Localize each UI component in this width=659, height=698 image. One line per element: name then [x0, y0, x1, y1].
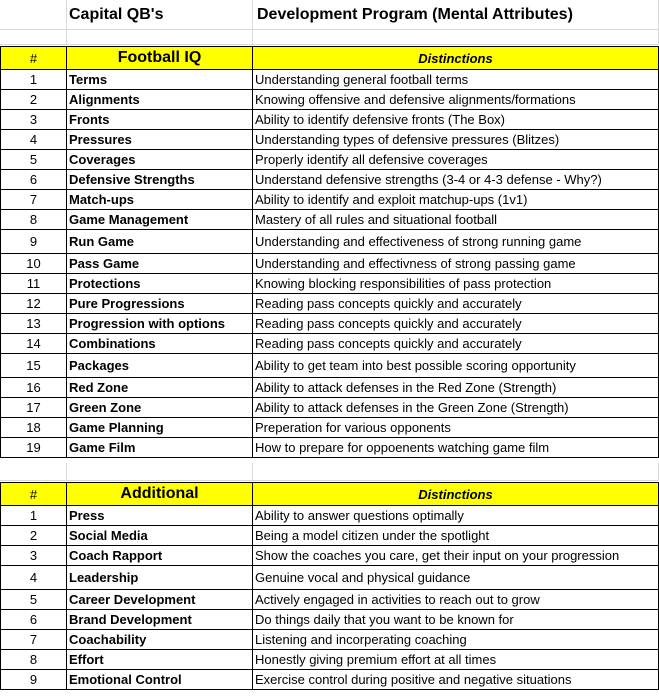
table-row — [0, 526, 659, 546]
attribute-description[interactable]: Understanding types of defensive pressures (Blitzes) — [253, 130, 659, 150]
blank-cell[interactable] — [67, 463, 253, 481]
table-row — [0, 170, 659, 190]
attribute-description[interactable]: Understanding and effectivness of strong passing game — [253, 254, 659, 274]
attribute-name[interactable]: Fronts — [67, 110, 253, 130]
table-row — [0, 230, 659, 254]
attribute-name[interactable]: Protections — [67, 274, 253, 294]
attribute-name[interactable]: Social Media — [67, 526, 253, 546]
attribute-name[interactable]: Game Film — [67, 438, 253, 458]
row-number[interactable]: 3 — [0, 110, 67, 130]
title-right[interactable]: Development Program (Mental Attributes) — [253, 0, 659, 30]
table-row — [0, 610, 659, 630]
attribute-description[interactable]: Ability to identify and exploit matchup-ups (1v1) — [253, 190, 659, 210]
attribute-description[interactable]: Understand defensive strengths (3-4 or 4-3 defense - Why?) — [253, 170, 659, 190]
attribute-description[interactable]: Exercise control during positive and negative situations — [253, 670, 659, 690]
row-number[interactable]: 1 — [0, 70, 67, 90]
football-iq-heading[interactable]: Football IQ — [67, 46, 253, 70]
table-row — [0, 398, 659, 418]
attribute-description[interactable]: Reading pass concepts quickly and accurately — [253, 294, 659, 314]
row-number[interactable]: 15 — [0, 354, 67, 378]
row-number[interactable]: 2 — [0, 526, 67, 546]
attribute-name[interactable]: Brand Development — [67, 610, 253, 630]
table-row — [0, 110, 659, 130]
attribute-name[interactable]: Effort — [67, 650, 253, 670]
attribute-name[interactable]: Career Development — [67, 590, 253, 610]
table-row — [0, 70, 659, 90]
attribute-name[interactable]: Coach Rapport — [67, 546, 253, 566]
table-row — [0, 630, 659, 650]
title-row — [0, 0, 659, 30]
row-number[interactable]: 19 — [0, 438, 67, 458]
row-number[interactable]: 6 — [0, 610, 67, 630]
attribute-name[interactable]: Coverages — [67, 150, 253, 170]
row-number[interactable]: 16 — [0, 378, 67, 398]
attribute-name[interactable]: Red Zone — [67, 378, 253, 398]
table-row — [0, 670, 659, 690]
table-row — [0, 314, 659, 334]
attribute-name[interactable]: Pressures — [67, 130, 253, 150]
attribute-name[interactable]: Leadership — [67, 566, 253, 590]
row-number[interactable]: 5 — [0, 590, 67, 610]
attribute-description[interactable]: Reading pass concepts quickly and accurately — [253, 314, 659, 334]
attribute-description[interactable]: Actively engaged in activities to reach out to grow — [253, 590, 659, 610]
row-number[interactable]: 17 — [0, 398, 67, 418]
additional-header-row — [0, 482, 659, 506]
row-number[interactable]: 7 — [0, 630, 67, 650]
row-number[interactable]: 12 — [0, 294, 67, 314]
title-blank-cell[interactable] — [0, 0, 67, 30]
table-row — [0, 254, 659, 274]
row-number[interactable]: 4 — [0, 130, 67, 150]
row-number[interactable]: 4 — [0, 566, 67, 590]
num-column-header[interactable]: # — [0, 482, 67, 506]
attribute-name[interactable]: Game Planning — [67, 418, 253, 438]
row-number[interactable]: 2 — [0, 90, 67, 110]
table-row — [0, 590, 659, 610]
attribute-description[interactable]: Listening and incorperating coaching — [253, 630, 659, 650]
attribute-description[interactable]: Genuine vocal and physical guidance — [253, 566, 659, 590]
row-number[interactable]: 18 — [0, 418, 67, 438]
row-number[interactable]: 11 — [0, 274, 67, 294]
table-row — [0, 274, 659, 294]
table-row — [0, 294, 659, 314]
attribute-name[interactable]: Game Management — [67, 210, 253, 230]
blank-cell[interactable] — [67, 30, 253, 45]
blank-cell[interactable] — [253, 30, 659, 45]
attribute-description[interactable]: Ability to identify defensive fronts (The Box) — [253, 110, 659, 130]
attribute-description[interactable]: Ability to attack defenses in the Green Zone (Strength) — [253, 398, 659, 418]
attribute-name[interactable]: Defensive Strengths — [67, 170, 253, 190]
attribute-description[interactable]: Being a model citizen under the spotlight — [253, 526, 659, 546]
row-number[interactable]: 6 — [0, 170, 67, 190]
blank-cell[interactable] — [0, 463, 67, 481]
row-number[interactable]: 10 — [0, 254, 67, 274]
table-row — [0, 190, 659, 210]
row-number[interactable]: 1 — [0, 506, 67, 526]
attribute-description[interactable]: Preperation for various opponents — [253, 418, 659, 438]
row-number[interactable]: 3 — [0, 546, 67, 566]
attribute-description[interactable]: How to prepare for oppoenents watching game film — [253, 438, 659, 458]
attribute-name[interactable]: Emotional Control — [67, 670, 253, 690]
attribute-description[interactable]: Mastery of all rules and situational football — [253, 210, 659, 230]
attribute-name[interactable]: Packages — [67, 354, 253, 378]
attribute-description[interactable]: Honestly giving premium effort at all times — [253, 650, 659, 670]
attribute-description[interactable]: Ability to answer questions optimally — [253, 506, 659, 526]
blank-cell[interactable] — [0, 30, 67, 45]
attribute-description[interactable]: Knowing blocking responsibilities of pass protection — [253, 274, 659, 294]
row-number[interactable]: 8 — [0, 210, 67, 230]
row-number[interactable]: 9 — [0, 230, 67, 254]
attribute-description[interactable]: Do things daily that you want to be known for — [253, 610, 659, 630]
attribute-description[interactable]: Understanding general football terms — [253, 70, 659, 90]
num-column-header[interactable]: # — [0, 46, 67, 70]
attribute-description[interactable]: Ability to get team into best possible scoring opportunity — [253, 354, 659, 378]
attribute-name[interactable]: Terms — [67, 70, 253, 90]
table-row — [0, 418, 659, 438]
attribute-name[interactable]: Coachability — [67, 630, 253, 650]
table-row — [0, 90, 659, 110]
attribute-name[interactable]: Match-ups — [67, 190, 253, 210]
blank-row — [0, 463, 659, 481]
additional-heading[interactable]: Additional — [67, 482, 253, 506]
attribute-description[interactable]: Show the coaches you care, get their input on your progression — [253, 546, 659, 566]
attribute-name[interactable]: Press — [67, 506, 253, 526]
table-row — [0, 334, 659, 354]
table-row — [0, 650, 659, 670]
attribute-name[interactable]: Progression with options — [67, 314, 253, 334]
row-number[interactable]: 7 — [0, 190, 67, 210]
table-row — [0, 378, 659, 398]
attribute-description[interactable]: Ability to attack defenses in the Red Zone (Strength) — [253, 378, 659, 398]
table-row — [0, 438, 659, 458]
blank-cell[interactable] — [253, 463, 659, 481]
attribute-name[interactable]: Green Zone — [67, 398, 253, 418]
attribute-description[interactable]: Understanding and effectiveness of strong running game — [253, 230, 659, 254]
attribute-description[interactable]: Reading pass concepts quickly and accurately — [253, 334, 659, 354]
table-row — [0, 150, 659, 170]
blank-row — [0, 30, 659, 45]
row-number[interactable]: 13 — [0, 314, 67, 334]
row-number[interactable]: 8 — [0, 650, 67, 670]
table-row — [0, 130, 659, 150]
table-row — [0, 546, 659, 566]
distinctions-column-header[interactable]: Distinctions — [253, 46, 659, 70]
attribute-name[interactable]: Run Game — [67, 230, 253, 254]
attribute-description[interactable]: Properly identify all defensive coverages — [253, 150, 659, 170]
distinctions-column-header[interactable]: Distinctions — [253, 482, 659, 506]
table-row — [0, 210, 659, 230]
table-row — [0, 506, 659, 526]
row-number[interactable]: 14 — [0, 334, 67, 354]
football-iq-header-row — [0, 46, 659, 70]
row-number[interactable]: 5 — [0, 150, 67, 170]
title-left[interactable]: Capital QB's — [67, 0, 253, 30]
attribute-name[interactable]: Combinations — [67, 334, 253, 354]
attribute-name[interactable]: Alignments — [67, 90, 253, 110]
attribute-description[interactable]: Knowing offensive and defensive alignments/formations — [253, 90, 659, 110]
table-row — [0, 566, 659, 590]
table-row — [0, 354, 659, 378]
attribute-name[interactable]: Pass Game — [67, 254, 253, 274]
attribute-name[interactable]: Pure Progressions — [67, 294, 253, 314]
row-number[interactable]: 9 — [0, 670, 67, 690]
